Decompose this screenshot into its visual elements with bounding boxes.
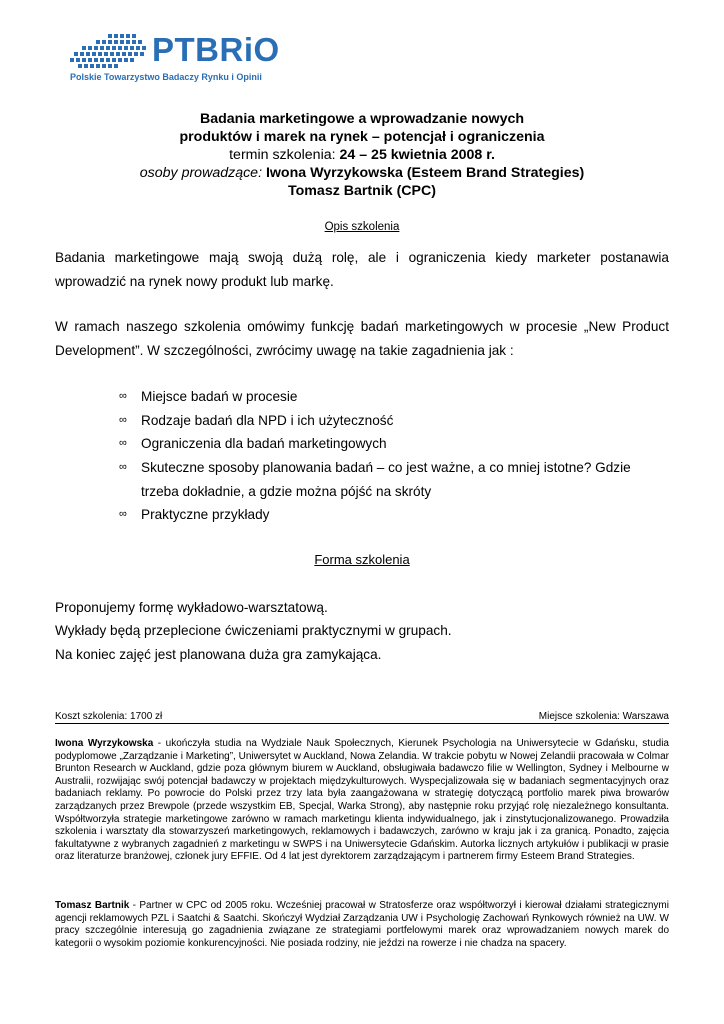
bio-text: - ukończyła studia na Wydziale Nauk Społecznych, Kierunek Psychologia na Uniwersytecie w Gdańsku, studia podyplomowe „Zarządzanie i Marketing”, Uniwersytet w Auckland, Nowa Zelandia. W trakcie pobytu w Nowej Zelandii pracowała w Colmar Brunton Research w Auckland, gdzie poza głównym biurem w Auckland, obsługiwała badawczo filie w Wellington, Sydney i Melbourne w Australii, rozwijając swój potencjał badawczy w projektach międzykulturowych. Wyspecjalizowała się w badaniach segmentacyjnych oraz badaniach reklamy. Po powrocie do Polski przez trzy lata była zaangażowana w strategię dotyczącą portfolio marek piwa browarów zarządzanych przez Brewpole (przede wszystkim EB, Specjal, Warka Strong), aby następnie roku przyjąć rolę niezależnego konsultanta. Współtworzyła strategie marketingowe zarówno w ramach marketingu klienta indywidualnego, jak i zinstytucjonalizowanego. Prowadziła szkolenia i warsztaty dla stowarzyszeń marketingowych, reklamowych i badawczych, zarówno w kraju jak i za granicą. Ponadto, zajęcia fakultatywne z wybranych zagadnień z marketingu w SWPS i na Uniwersytecie Gdańskim. Autorka licznych artykułów i publikacji w prasie oraz literaturze branżowej, członek jury EFFIE. Od 4 lat jest dyrektorem zarządzającym i partnerem firmy Esteem Brand Strategies. <box>55 738 669 863</box>
host-1: Iwona Wyrzykowska (Esteem Brand Strategies) <box>265 165 585 181</box>
infinity-bullet-icon: ∞ <box>119 508 127 520</box>
logo-subtitle: Polskie Towarzystwo Badaczy Rynku i Opinii <box>70 72 262 82</box>
term-label: termin szkolenia: <box>229 147 340 163</box>
title-line-1: Badania marketingowe a wprowadzanie nowych <box>199 111 525 127</box>
infinity-bullet-icon: ∞ <box>119 461 127 473</box>
list-item: ∞ Rodzaje badań dla NPD i ich użyteczność <box>120 409 670 433</box>
bio-text: - Partner w CPC od 2005 roku. Wcześniej pracował w Stratosferze oraz współtworzył i kierował działami strategicznymi agencji reklamowych PZL i Saatchi & Saatchi. Skończył Wydział Zarządzania UW i Psychologię Zachowań Rynkowych również na UW. W pracy szczególnie interesują go zagadnienia związane ze strategiami portfelowymi marek oraz wprowadzaniem nowych marek do kategorii o wysokim poziomie konkurencyjności. Nie posiada rodziny, nie jeździ na rowerze i nie chadza na spacery. <box>55 900 669 949</box>
hosts-line <box>0 164 724 182</box>
list-item: ∞ Miejsce badań w procesie <box>120 385 670 409</box>
bio-wyrzykowska <box>55 738 669 864</box>
hosts-label: osoby prowadzące: <box>139 165 266 181</box>
bio-name: Tomasz Bartnik <box>55 900 130 911</box>
host-2: Tomasz Bartnik (CPC) <box>288 183 436 199</box>
training-cost: Koszt szkolenia: 1700 zł <box>55 711 163 722</box>
form-line: Na koniec zajęć jest planowana duża gra zamykająca. <box>55 647 382 662</box>
form-heading: Forma szkolenia <box>314 552 410 567</box>
infinity-bullet-icon: ∞ <box>119 437 127 449</box>
description-paragraph-2: W ramach naszego szkolenia omówimy funkcję badań marketingowych w procesie „New Product Development”. W szczególności, zwrócimy uwagę na takie zagadnienia jak : <box>55 319 669 358</box>
divider <box>55 723 669 724</box>
term-value: 24 – 25 kwietnia 2008 r. <box>339 147 495 163</box>
logo-wordmark: PTBRiO <box>152 31 280 68</box>
title-line-2: produktów i marek na rynek – potencjał i ograniczenia <box>179 129 545 145</box>
form-line: Wykłady będą przeplecione ćwiczeniami praktycznymi w grupach. <box>55 623 452 638</box>
infinity-bullet-icon: ∞ <box>119 414 127 426</box>
list-item: ∞ Ograniczenia dla badań marketingowych <box>120 432 670 456</box>
ptbrio-logo <box>66 30 280 86</box>
term-line <box>0 146 724 164</box>
infinity-bullet-icon: ∞ <box>119 390 127 402</box>
description-heading: Opis szkolenia <box>324 221 400 233</box>
bio-name: Iwona Wyrzykowska <box>55 738 154 749</box>
description-paragraph-1: Badania marketingowe mają swoją dużą rolę, ale i ograniczenia kiedy marketer postanawia wprowadzić na rynek nowy produkt lub markę. <box>55 250 669 289</box>
training-place: Miejsce szkolenia: Warszawa <box>538 711 669 722</box>
form-line: Proponujemy formę wykładowo-warsztatową. <box>55 600 328 615</box>
list-item: ∞ Skuteczne sposoby planowania badań – co jest ważne, a co mniej istotne? Gdzie trzeba dokładnie, a gdzie można pójść na skróty <box>120 456 670 503</box>
bio-bartnik <box>55 900 669 950</box>
logo-dots-graphic <box>68 34 150 68</box>
list-item: ∞ Praktyczne przykłady <box>120 503 670 527</box>
